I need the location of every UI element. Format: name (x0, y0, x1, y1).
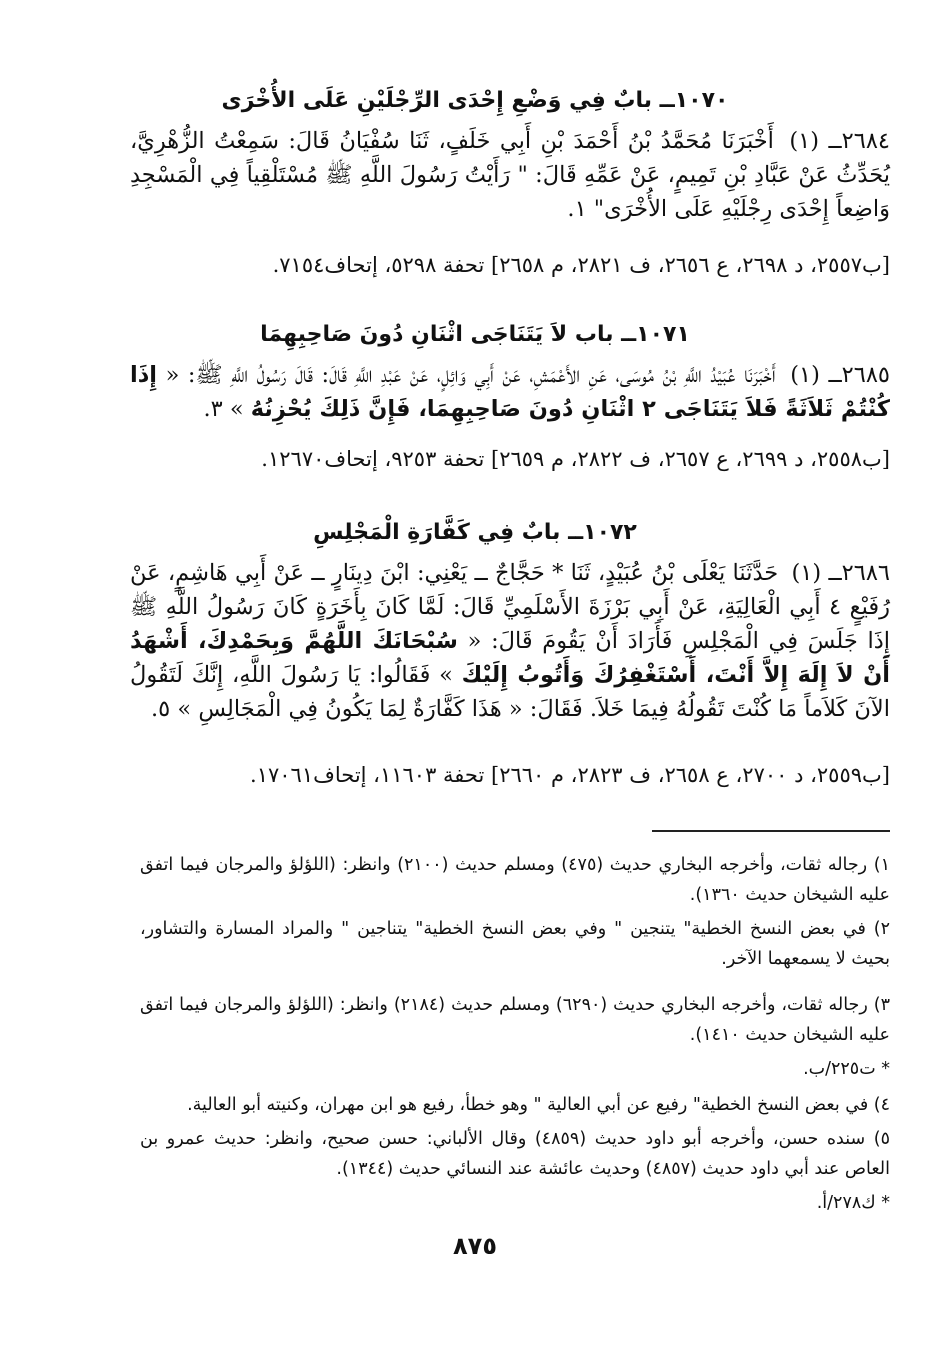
hadith-references: [ب٢٥٥٧، د ٢٦٩٨، ع ٢٦٥٦، ف ٢٨٢١، م ٢٦٥٨] تحفة ٥٢٩٨، إتحاف٧١٥٤. (272, 253, 890, 277)
hadith-text: أَخْبَرَنَا مُحَمَّدُ بْنُ أَحْمَدَ بْنِ أَبِي خَلَفٍ، ثَنَا سُفْيَانُ قَالَ: سَمِعْتُ الزُّهْرِيَّ، يُحَدِّثُ عَنْ عَبَّادِ بْنِ تَمِيمٍ، عَنْ عَمِّهِ قَالَ: " رَأَيْتُ رَسُولَ اللَّهِ ﷺ مُسْتَلْقِياً فِي الْمَسْجِدِ وَاضِعاً إِحْدَى رِجْلَيْهِ عَلَى الأُخْرَى" ١. (130, 128, 890, 222)
hadith-2684 (130, 124, 890, 226)
chapter-title-1072: ١٠٧٢ــ بابٌ فِي كَفَّارَةِ الْمَجْلِسِ (313, 520, 637, 545)
hadith-text-intro: حَدَّثَنَا يَعْلَى بْنُ عُبَيْدٍ، ثَنَا * حَجَّاجٌ ــ يَعْنِي: ابْنَ دِينَارٍ ــ عَنْ أَبِي هَاشِمٍ، عَنْ رُفَيْعٍ ٤ أَبِي الْعَالِيَةِ، عَنْ أَبِي بَرْزَةَ الأَسْلَمِيِّ قَالَ: لَمَّا كَانَ بِأَخَرَةٍ كَانَ رَسُولُ اللَّهِ ﷺ إِذَا جَلَسَ فِي الْمَجْلِسِ فَأَرَادَ أَنْ يَقُومَ قَالَ: « (130, 560, 891, 654)
chapter-title-1071: ١٠٧١ــ باب لاَ يَتَنَاجَى اثْنَانِ دُونَ صَاحِبِهِمَا (260, 322, 690, 347)
hadith-references: [ب٢٥٥٨، د ٢٦٩٩، ع ٢٦٥٧، ف ٢٨٢٢، م ٢٦٥٩] تحفة ٩٢٥٣، إتحاف١٢٦٧٠. (261, 447, 890, 471)
hadith-number: ٢٦٨٦ــ (١) (791, 560, 891, 586)
footnote-4: ٤) في بعض النسخ الخطية" رفيع عن أبي العالية " وهو خطأ، رفيع هو ابن مهران، وكنيته أبو العالية. (187, 1095, 890, 1115)
hadith-number: ٢٦٨٥ــ (١) (790, 362, 891, 388)
hadith-2686 (130, 556, 890, 726)
hadith-2685 (130, 358, 890, 426)
hadith-number: ٢٦٨٤ــ (١) (789, 128, 890, 154)
hadith-quote: سُبْحَانَكَ اللَّهُمَّ وَبِحَمْدِكَ، أَشْهَدُ أَنْ لاَ إِلَهَ إِلاَّ أَنْتَ، أَسْتَغْفِرُكَ وَأَتُوبُ إِلَيْكَ (130, 628, 890, 688)
chapter-title-1070: ١٠٧٠ــ بابٌ فِي وَضْعِ إِحْدَى الرِّجْلَيْنِ عَلَى الأُخْرَى (221, 88, 729, 113)
hadith-quote: إِذَا كُنْتُمْ ثَلاَثَةً فَلاَ يَتَنَاجَى ٢ اثْنَانِ دُونَ صَاحِبِهِمَا، فَإِنَّ ذَلِكَ يُحْزِنُهُ (130, 362, 890, 422)
hadith-text-outro: » فَقَالُوا: يَا رَسُولَ اللَّهِ، إِنَّكَ لَتَقُولُ الآنَ كَلاَماً مَا كُنْتَ تَقُولُهُ فِيمَا خَلاَ. فَقَالَ: « هَذَا كَفَّارَةٌ لِمَا يَكُونُ فِي الْمَجَالِسِ » ٥. (130, 662, 890, 722)
footnote-marker-k: * ك٢٧٨/أ. (816, 1193, 890, 1213)
footnote-divider (652, 830, 890, 832)
footnote-3: ٣) رجاله ثقات، وأخرجه البخاري حديث (٦٢٩٠) ومسلم حديث (٢١٨٤) وانظر: (اللؤلؤ والمرجان فيما اتفق عليه الشيخان حديث ١٤١٠). (140, 995, 891, 1045)
hadith-text-outro: » ٣. (203, 396, 244, 422)
footnote-5: ٥) سنده حسن، وأخرجه أبو داود حديث (٤٨٥٩) وقال الألباني: حسن صحيح، وانظر: حديث عمرو بن العاص عند أبي داود حديث (٤٨٥٧) وحديث عائشة عند النسائي حديث (١٣٤٤). (140, 1129, 890, 1179)
footnote-2: ٢) في بعض النسخ الخطية" يتنجين " وفي بعض النسخ الخطية" يتناجين " والمراد المسارة والتشاور، بحيث لا يسمعهما الآخر. (140, 919, 890, 969)
page-number: ٨٧٥ (453, 1232, 497, 1260)
footnote-marker-t: * ت٢٢٥/ب. (803, 1059, 890, 1079)
footnote-1: ١) رجاله ثقات، وأخرجه البخاري حديث (٤٧٥) ومسلم حديث (٢١٠٠) وانظر: (اللؤلؤ والمرجان فيما اتفق عليه الشيخان حديث ١٣٦٠). (140, 855, 891, 905)
hadith-text-intro: أَخْبَرَنَا عُبَيْدُ اللَّهِ بْنُ مُوسَى، عَنِ الأَعْمَشِ، عَنْ أَبِي وَائِلٍ، عَنْ عَبْدِ اللَّهِ قَالَ: قَالَ رَسُولُ اللَّهِ ﷺ: « (165, 362, 776, 388)
hadith-references: [ب٢٥٥٩، د ٢٧٠٠، ع ٢٦٥٨، ف ٢٨٢٣، م ٢٦٦٠] تحفة ١١٦٠٣، إتحاف١٧٠٦١. (250, 763, 890, 787)
